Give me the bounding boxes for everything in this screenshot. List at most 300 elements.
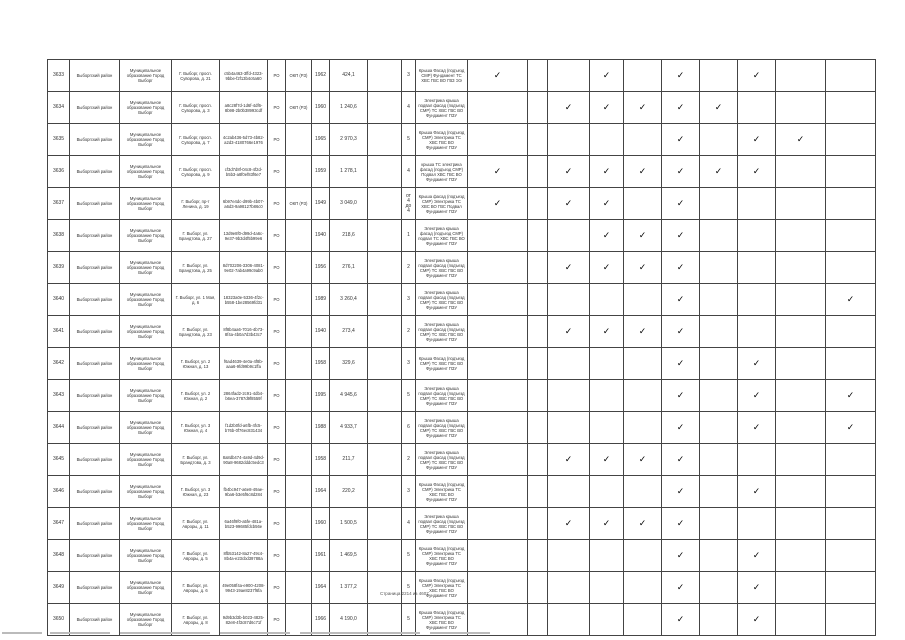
row-number: 3634 (48, 92, 70, 124)
area-cell: 329,6 (330, 348, 368, 380)
blank-cell (368, 540, 402, 572)
year-cell: 1989 (312, 284, 330, 316)
row-number: 3650 (48, 604, 70, 636)
works-cell: Крыша Фасад (подъезд СМР) Электрика ТС ХВС ГВС ВО Фундамент ПЗУ (416, 476, 468, 508)
municipality-cell: Муниципальное образование Город Выборг (120, 412, 172, 444)
empty-work-cell (738, 508, 776, 540)
year-cell: 1966 (312, 604, 330, 636)
code-cell (286, 604, 312, 636)
code-cell (286, 540, 312, 572)
works-cell: Электрика крыша подвал фасад (подъезд СМР) ТС ХВС ГВС ВО Фундамент ПЗУ (416, 380, 468, 412)
year-cell: 1940 (312, 316, 330, 348)
ownership-cell: РО (268, 92, 286, 124)
district-cell: Выборгский район (70, 348, 120, 380)
empty-work-cell (528, 572, 548, 604)
check-mark-icon: ✓ (662, 124, 700, 156)
area-cell: 218,6 (330, 220, 368, 252)
ownership-cell: РО (268, 540, 286, 572)
empty-work-cell (528, 92, 548, 124)
empty-work-cell (776, 92, 826, 124)
empty-work-cell (826, 508, 876, 540)
empty-work-cell (700, 252, 738, 284)
year-cell: 1964 (312, 572, 330, 604)
check-mark-icon: ✓ (548, 316, 590, 348)
table-row (48, 124, 876, 156)
district-cell: Выборгский район (70, 188, 120, 220)
empty-work-cell (528, 348, 548, 380)
empty-work-cell (776, 572, 826, 604)
table-row (48, 348, 876, 380)
check-mark-icon: ✓ (468, 156, 528, 188)
floors-cell: 6 (402, 412, 416, 444)
code-cell (286, 444, 312, 476)
ownership-cell: РО (268, 348, 286, 380)
municipality-cell: Муниципальное образование Город Выборг (120, 60, 172, 92)
check-mark-icon: ✓ (662, 60, 700, 92)
address-cell: Г. Выборг, ул. Брандтова, д. 27 (172, 220, 220, 252)
municipality-cell: Муниципальное образование Город Выборг (120, 476, 172, 508)
blank-cell (368, 124, 402, 156)
code-cell (286, 156, 312, 188)
check-mark-icon: ✓ (662, 572, 700, 604)
empty-work-cell (826, 156, 876, 188)
empty-work-cell (826, 60, 876, 92)
ownership-cell: РО (268, 508, 286, 540)
area-cell: 211,7 (330, 444, 368, 476)
check-mark-icon: ✓ (738, 60, 776, 92)
table-row (48, 316, 876, 348)
empty-work-cell (590, 476, 624, 508)
empty-work-cell (738, 220, 776, 252)
empty-work-cell (528, 508, 548, 540)
empty-work-cell (738, 188, 776, 220)
empty-work-cell (528, 220, 548, 252)
empty-work-cell (528, 124, 548, 156)
ownership-cell: РО (268, 284, 286, 316)
district-cell: Выборгский район (70, 252, 120, 284)
empty-work-cell (468, 284, 528, 316)
municipality-cell: Муниципальное образование Город Выборг (120, 444, 172, 476)
district-cell: Выборгский район (70, 156, 120, 188)
table-row (48, 444, 876, 476)
floors-cell: 5 (402, 604, 416, 636)
district-cell: Выборгский район (70, 92, 120, 124)
works-cell: Электрика крыша подвал фасад (подъезд СМР) ТС ХВС ГВС ВО Фундамент ПЗУ (416, 92, 468, 124)
area-cell: 2 970,3 (330, 124, 368, 156)
empty-work-cell (826, 316, 876, 348)
ownership-cell: РО (268, 188, 286, 220)
check-mark-icon: ✓ (590, 316, 624, 348)
empty-work-cell (468, 92, 528, 124)
area-cell: 1 240,6 (330, 92, 368, 124)
blank-cell (368, 476, 402, 508)
area-cell: 4 190,0 (330, 604, 368, 636)
empty-work-cell (624, 572, 662, 604)
empty-work-cell (826, 540, 876, 572)
empty-work-cell (826, 220, 876, 252)
empty-work-cell (700, 316, 738, 348)
year-cell: 1958 (312, 444, 330, 476)
row-number: 3639 (48, 252, 70, 284)
guid-cell: 8a8db474-4a9d-4d9d-90a8-9682dddc5edc3 (220, 444, 268, 476)
guid-cell: f6ad4639-4e0a-4f8b-aaa6-9fd99b9c1ffa (220, 348, 268, 380)
empty-work-cell (700, 220, 738, 252)
municipality-cell: Муниципальное образование Город Выборг (120, 92, 172, 124)
check-mark-icon: ✓ (590, 60, 624, 92)
check-mark-icon: ✓ (700, 92, 738, 124)
table-row (48, 540, 876, 572)
blank-cell (368, 92, 402, 124)
address-cell: Г. Выборг, ул. Авроры, д. 8 (172, 604, 220, 636)
area-cell: 273,4 (330, 316, 368, 348)
code-cell (286, 284, 312, 316)
check-mark-icon: ✓ (662, 380, 700, 412)
check-mark-icon: ✓ (548, 444, 590, 476)
works-cell: Крыша Фасад (подъезд СМР) Электрика ТС ХВС ГВС ВО Фундамент ПЗУ (416, 572, 468, 604)
check-mark-icon: ✓ (548, 188, 590, 220)
check-mark-icon: ✓ (590, 444, 624, 476)
empty-work-cell (738, 444, 776, 476)
code-cell (286, 412, 312, 444)
empty-work-cell (590, 604, 624, 636)
check-mark-icon: ✓ (738, 412, 776, 444)
works-cell: Крыша Фасад (подъезд СМР) Электрика ТС ХВС ГВС ВО Фундамент ПЗУ (416, 540, 468, 572)
code-cell (286, 252, 312, 284)
check-mark-icon: ✓ (738, 124, 776, 156)
table-row (48, 92, 876, 124)
empty-work-cell (624, 60, 662, 92)
empty-work-cell (528, 604, 548, 636)
area-cell: 424,1 (330, 60, 368, 92)
register-table (47, 59, 876, 636)
empty-work-cell (700, 60, 738, 92)
empty-work-cell (548, 284, 590, 316)
empty-work-cell (528, 380, 548, 412)
check-mark-icon: ✓ (662, 604, 700, 636)
empty-work-cell (700, 124, 738, 156)
check-mark-icon: ✓ (548, 156, 590, 188)
empty-work-cell (468, 604, 528, 636)
empty-work-cell (700, 508, 738, 540)
check-mark-icon: ✓ (738, 380, 776, 412)
check-mark-icon: ✓ (624, 220, 662, 252)
page-footer: Страница 2214 из 4607 (380, 591, 429, 596)
empty-work-cell (776, 444, 826, 476)
year-cell: 1949 (312, 188, 330, 220)
empty-work-cell (776, 220, 826, 252)
blank-cell (368, 252, 402, 284)
code-cell (286, 476, 312, 508)
ownership-cell: РО (268, 124, 286, 156)
table-row (48, 508, 876, 540)
empty-work-cell (468, 540, 528, 572)
empty-work-cell (624, 604, 662, 636)
code-cell (286, 348, 312, 380)
address-cell: Г. Выборг, просп. Суворова, д. 7 (172, 124, 220, 156)
empty-work-cell (624, 188, 662, 220)
check-mark-icon: ✓ (590, 92, 624, 124)
ownership-cell: РО (268, 572, 286, 604)
empty-work-cell (738, 252, 776, 284)
code-cell (286, 380, 312, 412)
empty-work-cell (548, 220, 590, 252)
guid-cell: 6b97e4dc-d99b-4b07-a6d3-9a98127b86c0 (220, 188, 268, 220)
empty-work-cell (548, 540, 590, 572)
ownership-cell: РО (268, 604, 286, 636)
check-mark-icon: ✓ (590, 156, 624, 188)
empty-work-cell (468, 380, 528, 412)
table-row (48, 572, 876, 604)
empty-work-cell (468, 444, 528, 476)
blank-cell (368, 412, 402, 444)
municipality-cell: Муниципальное образование Город Выборг (120, 124, 172, 156)
municipality-cell: Муниципальное образование Город Выборг (120, 252, 172, 284)
area-cell: 4 933,7 (330, 412, 368, 444)
guid-cell: 18323a0e-5336-4f2c-b558-1be28569fd31 (220, 284, 268, 316)
table-row (48, 252, 876, 284)
guid-cell: 2864fad2-2c91-4db4-b6ea-3787d9f8559f (220, 380, 268, 412)
address-cell: Г. Выборг, ул. Авроры, д. 6 (172, 572, 220, 604)
address-cell: Г. Выборг, просп. Суворова, д. 3 (172, 92, 220, 124)
empty-work-cell (700, 476, 738, 508)
check-mark-icon: ✓ (624, 252, 662, 284)
district-cell: Выборгский район (70, 316, 120, 348)
empty-work-cell (700, 604, 738, 636)
empty-work-cell (700, 540, 738, 572)
check-mark-icon: ✓ (738, 540, 776, 572)
check-mark-icon: ✓ (738, 156, 776, 188)
empty-work-cell (548, 124, 590, 156)
address-cell: Г. Выборг, ул. 3 Южная, д. 23 (172, 476, 220, 508)
guid-cell: fb4bc947-a6e8-49ae-9ba6-b3e5f6c8d284 (220, 476, 268, 508)
empty-work-cell (776, 188, 826, 220)
year-cell: 1961 (312, 540, 330, 572)
guid-cell: 4c2ab436-5d73-4b82-a2d3-4180766e1976 (220, 124, 268, 156)
guid-cell: 13d9e8f0-d99d-4a6c-9e37-9b3d4f5b99e6 (220, 220, 268, 252)
guid-cell: f1d2b0fd-a6fb-4fc5-b76b-0f76ec831434 (220, 412, 268, 444)
blank-cell (368, 604, 402, 636)
empty-work-cell (548, 476, 590, 508)
row-number: 3647 (48, 508, 70, 540)
check-mark-icon: ✓ (662, 412, 700, 444)
floors-cell: 3 (402, 348, 416, 380)
empty-work-cell (776, 348, 826, 380)
empty-work-cell (826, 476, 876, 508)
empty-work-cell (548, 412, 590, 444)
empty-work-cell (528, 540, 548, 572)
floors-cell: 4 (402, 156, 416, 188)
check-mark-icon: ✓ (624, 92, 662, 124)
blank-cell (368, 188, 402, 220)
area-cell: 3 049,0 (330, 188, 368, 220)
municipality-cell: Муниципальное образование Город Выборг (120, 380, 172, 412)
empty-work-cell (826, 604, 876, 636)
floors-cell: 2 (402, 444, 416, 476)
row-number: 3641 (48, 316, 70, 348)
floors-cell: 3 (402, 284, 416, 316)
empty-work-cell (826, 188, 876, 220)
check-mark-icon: ✓ (662, 284, 700, 316)
year-cell: 1958 (312, 348, 330, 380)
works-cell: Крыша Фасад (подъезд СМР) Электрика ТС ХВС ГВС ВО Фундамент ПЗУ (416, 604, 468, 636)
ownership-cell: РО (268, 316, 286, 348)
check-mark-icon: ✓ (590, 252, 624, 284)
check-mark-icon: ✓ (662, 316, 700, 348)
works-cell: Крыша Фасад (подъезд СМР) ТС ХВС ГВС ВО Фундамент ПЗУ (416, 348, 468, 380)
empty-work-cell (528, 316, 548, 348)
works-cell: крыша ТС электрика фасад (подъезд СМР) Подвал ХВС ГВС ВО Фундамент ПЗУ (416, 156, 468, 188)
address-cell: Г. Выборг, пр-т Ленина, д. 19 (172, 188, 220, 220)
year-cell: 1988 (312, 412, 330, 444)
floors-cell: 3 (402, 476, 416, 508)
empty-work-cell (826, 124, 876, 156)
municipality-cell: Муниципальное образование Город Выборг (120, 156, 172, 188)
check-mark-icon: ✓ (662, 508, 700, 540)
row-number: 3648 (48, 540, 70, 572)
floors-cell: 5 (402, 380, 416, 412)
empty-work-cell (776, 476, 826, 508)
empty-work-cell (548, 572, 590, 604)
address-cell: Г. Выборг, просп. Суворова, д. 21 (172, 60, 220, 92)
floors-cell: от 4 до 4 (402, 188, 416, 220)
floors-cell: 4 (402, 508, 416, 540)
empty-work-cell (776, 604, 826, 636)
guid-cell: 8fb53142-8a27-49c4-8b4a-e23cbd39788a (220, 540, 268, 572)
area-cell: 220,2 (330, 476, 368, 508)
address-cell: Г. Выборг, ул. Брандтова, д. 25 (172, 252, 220, 284)
empty-work-cell (700, 572, 738, 604)
table-row (48, 60, 876, 92)
address-cell: Г. Выборг, ул. Авроры, д. 5 (172, 540, 220, 572)
empty-work-cell (468, 124, 528, 156)
code-cell (286, 316, 312, 348)
table-row (48, 220, 876, 252)
row-number: 3637 (48, 188, 70, 220)
empty-work-cell (776, 412, 826, 444)
guid-cell: a8c28f7d-1d6f-4df6-8b98-2b0b38993cdf (220, 92, 268, 124)
code-cell (286, 508, 312, 540)
empty-work-cell (624, 284, 662, 316)
table-row (48, 604, 876, 636)
district-cell: Выборгский район (70, 476, 120, 508)
row-number: 3646 (48, 476, 70, 508)
row-number: 3640 (48, 284, 70, 316)
check-mark-icon: ✓ (662, 476, 700, 508)
area-cell: 3 260,4 (330, 284, 368, 316)
area-cell: 1 377,2 (330, 572, 368, 604)
empty-work-cell (468, 508, 528, 540)
floors-cell: 5 (402, 124, 416, 156)
district-cell: Выборгский район (70, 284, 120, 316)
table-row (48, 476, 876, 508)
empty-work-cell (700, 284, 738, 316)
check-mark-icon: ✓ (590, 220, 624, 252)
empty-work-cell (590, 540, 624, 572)
bottom-scan-artifacts (0, 632, 905, 638)
check-mark-icon: ✓ (624, 156, 662, 188)
code-cell: ОКП (РЗ) (286, 188, 312, 220)
municipality-cell: Муниципальное образование Город Выборг (120, 220, 172, 252)
empty-work-cell (700, 348, 738, 380)
empty-work-cell (776, 316, 826, 348)
floors-cell: 2 (402, 316, 416, 348)
empty-work-cell (738, 316, 776, 348)
empty-work-cell (776, 284, 826, 316)
code-cell (286, 572, 312, 604)
empty-work-cell (700, 188, 738, 220)
municipality-cell: Муниципальное образование Город Выборг (120, 508, 172, 540)
year-cell: 1956 (312, 252, 330, 284)
area-cell: 1 278,1 (330, 156, 368, 188)
empty-work-cell (468, 316, 528, 348)
district-cell: Выборгский район (70, 380, 120, 412)
district-cell: Выборгский район (70, 508, 120, 540)
ownership-cell: РО (268, 252, 286, 284)
check-mark-icon: ✓ (738, 604, 776, 636)
blank-cell (368, 444, 402, 476)
empty-work-cell (624, 476, 662, 508)
address-cell: Г. Выборг, ул. 2 Южная, д. 13 (172, 348, 220, 380)
floors-cell: 5 (402, 572, 416, 604)
address-cell: Г. Выборг, просп. Суворова, д. 9 (172, 156, 220, 188)
row-number: 3635 (48, 124, 70, 156)
works-cell: Крыша Фасад (подъезд СМР) Фундамент ТС ХВС ГВС ВО ГВЗ ЭЭ (416, 60, 468, 92)
empty-work-cell (528, 444, 548, 476)
table-row (48, 380, 876, 412)
address-cell: Г. Выборг, ул. 2 Южная, д. 2 (172, 380, 220, 412)
municipality-cell: Муниципальное образование Город Выборг (120, 348, 172, 380)
district-cell: Выборгский район (70, 444, 120, 476)
ownership-cell: РО (268, 220, 286, 252)
row-number: 3645 (48, 444, 70, 476)
floors-cell: 3 (402, 60, 416, 92)
empty-work-cell (738, 92, 776, 124)
municipality-cell: Муниципальное образование Город Выборг (120, 188, 172, 220)
works-cell: Электрика крыша подвал фасад (подъезд СМР) ТС ХВС ГВС ВО Фундамент ПЗУ (416, 284, 468, 316)
municipality-cell: Муниципальное образование Город Выборг (120, 540, 172, 572)
check-mark-icon: ✓ (826, 412, 876, 444)
floors-cell: 2 (402, 252, 416, 284)
area-cell: 276,1 (330, 252, 368, 284)
row-number: 3649 (48, 572, 70, 604)
row-number: 3643 (48, 380, 70, 412)
municipality-cell: Муниципальное образование Город Выборг (120, 316, 172, 348)
check-mark-icon: ✓ (738, 348, 776, 380)
address-cell: Г. Выборг, ул. 1 Мая, д. 6 (172, 284, 220, 316)
empty-work-cell (590, 124, 624, 156)
code-cell (286, 220, 312, 252)
district-cell: Выборгский район (70, 60, 120, 92)
check-mark-icon: ✓ (590, 188, 624, 220)
works-cell: Электрика крыша подвал фасад (подъезд СМР) ТС ХВС ГВС ВО Фундамент ПЗУ (416, 444, 468, 476)
floors-cell: 1 (402, 220, 416, 252)
empty-work-cell (468, 348, 528, 380)
empty-work-cell (624, 124, 662, 156)
empty-work-cell (776, 156, 826, 188)
empty-work-cell (776, 380, 826, 412)
empty-work-cell (528, 476, 548, 508)
empty-work-cell (548, 348, 590, 380)
check-mark-icon: ✓ (624, 444, 662, 476)
check-mark-icon: ✓ (662, 188, 700, 220)
guid-cell: 6a46f9f0-a5fe-481a-b523-99685fdcb56e (220, 508, 268, 540)
code-cell: ОКП (РЗ) (286, 92, 312, 124)
works-cell: Крыша Фасад (подъезд СМР) Электрика ТС ХВС ГВС ВО Фундамент ПЗУ (416, 124, 468, 156)
code-cell: ОКП (РЗ) (286, 60, 312, 92)
check-mark-icon: ✓ (624, 508, 662, 540)
works-cell: Крыша фасад (подъезд СМР) Электрика ТС ХВС ВО ГВС Подвал Фундамент ПЗУ (416, 188, 468, 220)
address-cell: Г. Выборг, ул. Авроры, д. 11 (172, 508, 220, 540)
